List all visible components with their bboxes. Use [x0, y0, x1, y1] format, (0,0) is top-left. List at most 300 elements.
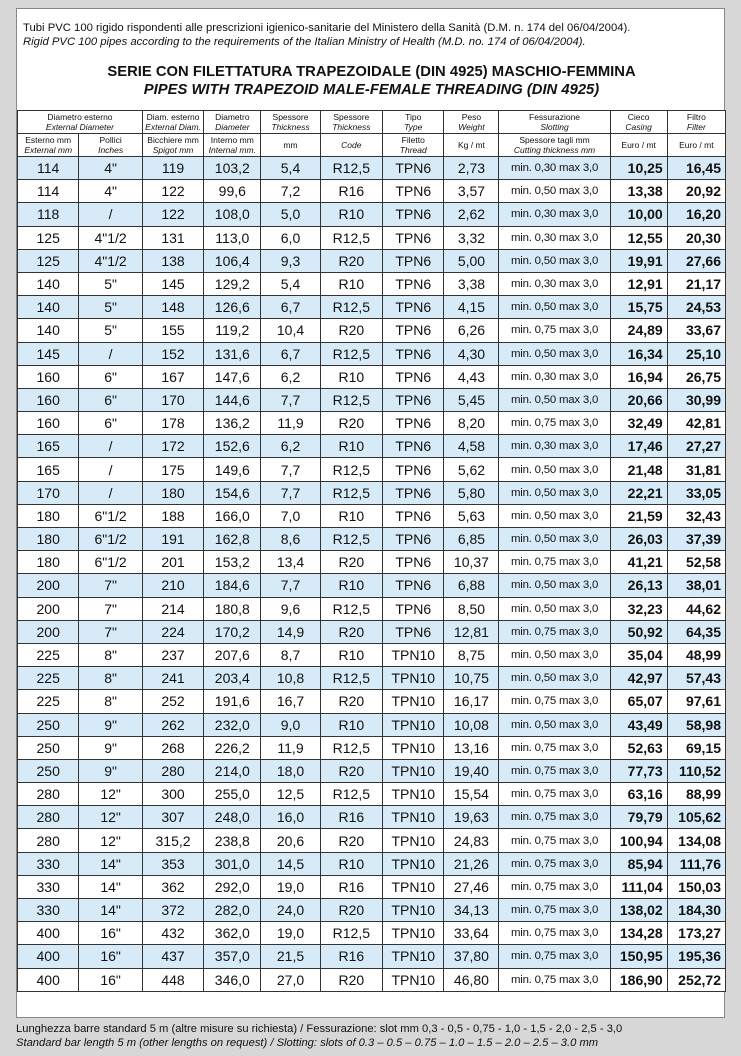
cell-spigot-mm: 178 [142, 412, 203, 435]
cell-inches: 6" [79, 388, 142, 411]
cell-code: R12,5 [320, 458, 382, 481]
cell-casing-price: 35,04 [610, 643, 667, 666]
cell-slotting: min. 0,50 max 3,0 [499, 713, 610, 736]
cell-code: R12,5 [320, 597, 382, 620]
cell-ext-diam-mm: 250 [18, 736, 79, 759]
cell-ext-diam-mm: 280 [18, 783, 79, 806]
table-row [18, 319, 726, 342]
cell-casing-price: 26,13 [610, 574, 667, 597]
cell-slotting: min. 0,75 max 3,0 [499, 922, 610, 945]
cell-spigot-mm: 210 [142, 574, 203, 597]
cell-code: R12,5 [320, 736, 382, 759]
cell-filter-price: 25,10 [667, 342, 725, 365]
table-row [18, 365, 726, 388]
cell-ext-diam-mm: 165 [18, 435, 79, 458]
cell-weight: 8,20 [444, 412, 499, 435]
cell-spigot-mm: 372 [142, 899, 203, 922]
cell-code: R10 [320, 365, 382, 388]
cell-slotting: min. 0,50 max 3,0 [499, 643, 610, 666]
table-row [18, 922, 726, 945]
cell-weight: 24,83 [444, 829, 499, 852]
table-row [18, 458, 726, 481]
cell-thread: TPN10 [383, 736, 444, 759]
cell-ext-diam-mm: 225 [18, 667, 79, 690]
cell-int-diam-mm: 162,8 [204, 528, 261, 551]
cell-code: R12,5 [320, 667, 382, 690]
cell-inches: / [79, 435, 142, 458]
table-row [18, 713, 726, 736]
cell-spigot-mm: 180 [142, 481, 203, 504]
cell-ext-diam-mm: 140 [18, 319, 79, 342]
table-row [18, 481, 726, 504]
cell-thread: TPN10 [383, 852, 444, 875]
cell-filter-price: 20,92 [667, 180, 725, 203]
cell-filter-price: 58,98 [667, 713, 725, 736]
cell-ext-diam-mm: 140 [18, 272, 79, 295]
cell-slotting: min. 0,75 max 3,0 [499, 412, 610, 435]
cell-code: R20 [320, 759, 382, 782]
cell-thread: TPN6 [383, 180, 444, 203]
cell-code: R10 [320, 272, 382, 295]
cell-inches: 4"1/2 [79, 249, 142, 272]
cell-code: R20 [320, 968, 382, 991]
cell-spigot-mm: 214 [142, 597, 203, 620]
cell-ext-diam-mm: 280 [18, 829, 79, 852]
cell-casing-price: 150,95 [610, 945, 667, 968]
cell-weight: 37,80 [444, 945, 499, 968]
cell-int-diam-mm: 346,0 [204, 968, 261, 991]
table-row [18, 667, 726, 690]
cell-spigot-mm: 252 [142, 690, 203, 713]
cell-spigot-mm: 448 [142, 968, 203, 991]
subheader-code: Code [320, 134, 382, 157]
cell-weight: 46,80 [444, 968, 499, 991]
cell-thread: TPN10 [383, 713, 444, 736]
cell-int-diam-mm: 113,0 [204, 226, 261, 249]
cell-slotting: min. 0,50 max 3,0 [499, 458, 610, 481]
cell-thread: TPN10 [383, 829, 444, 852]
cell-ext-diam-mm: 180 [18, 551, 79, 574]
cell-spigot-mm: 201 [142, 551, 203, 574]
cell-slotting: min. 0,75 max 3,0 [499, 620, 610, 643]
cell-int-diam-mm: 99,6 [204, 180, 261, 203]
cell-casing-price: 12,55 [610, 226, 667, 249]
cell-ext-diam-mm: 160 [18, 365, 79, 388]
cell-ext-diam-mm: 225 [18, 690, 79, 713]
subheader-kg: Kg / mt [444, 134, 499, 157]
cell-filter-price: 16,45 [667, 157, 725, 180]
cell-thread: TPN6 [383, 620, 444, 643]
cell-int-diam-mm: 147,6 [204, 365, 261, 388]
cell-ext-diam-mm: 180 [18, 528, 79, 551]
cell-code: R12,5 [320, 783, 382, 806]
cell-weight: 3,57 [444, 180, 499, 203]
cell-filter-price: 69,15 [667, 736, 725, 759]
cell-code: R16 [320, 875, 382, 898]
cell-weight: 34,13 [444, 899, 499, 922]
table-body [18, 157, 726, 992]
cell-slotting: min. 0,30 max 3,0 [499, 435, 610, 458]
cell-code: R20 [320, 412, 382, 435]
cell-slotting: min. 0,50 max 3,0 [499, 180, 610, 203]
cell-weight: 10,37 [444, 551, 499, 574]
cell-casing-price: 65,07 [610, 690, 667, 713]
cell-weight: 2,73 [444, 157, 499, 180]
cell-thickness-mm: 16,7 [261, 690, 320, 713]
cell-spigot-mm: 315,2 [142, 829, 203, 852]
title-italian: SERIE CON FILETTATURA TRAPEZOIDALE (DIN 4925) MASCHIO-FEMMINA [107, 64, 636, 80]
cell-inches: 6"1/2 [79, 551, 142, 574]
table-row [18, 899, 726, 922]
cell-int-diam-mm: 357,0 [204, 945, 261, 968]
cell-casing-price: 52,63 [610, 736, 667, 759]
cell-inches: 8" [79, 667, 142, 690]
cell-filter-price: 27,27 [667, 435, 725, 458]
cell-weight: 8,50 [444, 597, 499, 620]
cell-code: R10 [320, 643, 382, 666]
cell-thickness-mm: 6,7 [261, 342, 320, 365]
cell-int-diam-mm: 126,6 [204, 296, 261, 319]
cell-int-diam-mm: 131,6 [204, 342, 261, 365]
cell-spigot-mm: 268 [142, 736, 203, 759]
cell-code: R16 [320, 945, 382, 968]
cell-spigot-mm: 119 [142, 157, 203, 180]
cell-casing-price: 26,03 [610, 528, 667, 551]
table-row [18, 157, 726, 180]
cell-code: R20 [320, 899, 382, 922]
cell-thread: TPN6 [383, 203, 444, 226]
cell-inches: 5" [79, 319, 142, 342]
table-row [18, 551, 726, 574]
cell-slotting: min. 0,30 max 3,0 [499, 365, 610, 388]
cell-ext-diam-mm: 160 [18, 388, 79, 411]
cell-weight: 10,08 [444, 713, 499, 736]
header-int-diam: Diametro Diameter [204, 111, 261, 134]
cell-weight: 16,17 [444, 690, 499, 713]
header-thickness: Spessore Thickness [261, 111, 320, 134]
cell-weight: 8,75 [444, 643, 499, 666]
table-row [18, 852, 726, 875]
cell-weight: 5,45 [444, 388, 499, 411]
cell-thread: TPN6 [383, 388, 444, 411]
cell-thickness-mm: 7,7 [261, 388, 320, 411]
cell-int-diam-mm: 207,6 [204, 643, 261, 666]
cell-weight: 27,46 [444, 875, 499, 898]
cell-thickness-mm: 9,6 [261, 597, 320, 620]
cell-slotting: min. 0,50 max 3,0 [499, 667, 610, 690]
cell-inches: 7" [79, 574, 142, 597]
cell-filter-price: 150,03 [667, 875, 725, 898]
cell-slotting: min. 0,75 max 3,0 [499, 945, 610, 968]
cell-thread: TPN10 [383, 945, 444, 968]
cell-casing-price: 16,34 [610, 342, 667, 365]
cell-thickness-mm: 11,9 [261, 412, 320, 435]
cell-inches: 14" [79, 899, 142, 922]
header-casing: Cieco Casing [610, 111, 667, 134]
cell-ext-diam-mm: 400 [18, 922, 79, 945]
cell-ext-diam-mm: 200 [18, 574, 79, 597]
cell-code: R20 [320, 319, 382, 342]
cell-filter-price: 24,53 [667, 296, 725, 319]
cell-int-diam-mm: 301,0 [204, 852, 261, 875]
cell-int-diam-mm: 362,0 [204, 922, 261, 945]
cell-int-diam-mm: 184,6 [204, 574, 261, 597]
cell-casing-price: 186,90 [610, 968, 667, 991]
cell-ext-diam-mm: 118 [18, 203, 79, 226]
cell-thread: TPN10 [383, 899, 444, 922]
header-filter: Filtro Filter [667, 111, 725, 134]
cell-ext-diam-mm: 400 [18, 968, 79, 991]
cell-int-diam-mm: 232,0 [204, 713, 261, 736]
cell-filter-price: 97,61 [667, 690, 725, 713]
cell-ext-diam-mm: 125 [18, 226, 79, 249]
subheader-ext-mm: Esterno mm External mm [18, 134, 79, 157]
cell-thread: TPN10 [383, 690, 444, 713]
cell-thread: TPN10 [383, 875, 444, 898]
title-english: PIPES WITH TRAPEZOID MALE-FEMALE THREADING (DIN 4925) [143, 82, 600, 98]
cell-int-diam-mm: 292,0 [204, 875, 261, 898]
cell-slotting: min. 0,75 max 3,0 [499, 852, 610, 875]
cell-thread: TPN6 [383, 296, 444, 319]
cell-casing-price: 19,91 [610, 249, 667, 272]
table-row [18, 643, 726, 666]
table-row [18, 968, 726, 991]
cell-spigot-mm: 188 [142, 504, 203, 527]
cell-thickness-mm: 6,7 [261, 296, 320, 319]
cell-thickness-mm: 16,0 [261, 806, 320, 829]
cell-spigot-mm: 170 [142, 388, 203, 411]
cell-code: R12,5 [320, 922, 382, 945]
cell-spigot-mm: 172 [142, 435, 203, 458]
cell-slotting: min. 0,75 max 3,0 [499, 968, 610, 991]
cell-int-diam-mm: 238,8 [204, 829, 261, 852]
cell-inches: 4" [79, 180, 142, 203]
cell-code: R10 [320, 435, 382, 458]
cell-weight: 4,15 [444, 296, 499, 319]
cell-inches: / [79, 481, 142, 504]
cell-casing-price: 20,66 [610, 388, 667, 411]
cell-int-diam-mm: 144,6 [204, 388, 261, 411]
table-row [18, 806, 726, 829]
cell-casing-price: 16,94 [610, 365, 667, 388]
cell-spigot-mm: 122 [142, 180, 203, 203]
cell-slotting: min. 0,50 max 3,0 [499, 249, 610, 272]
cell-thread: TPN10 [383, 806, 444, 829]
cell-spigot-mm: 300 [142, 783, 203, 806]
cell-thickness-mm: 24,0 [261, 899, 320, 922]
cell-ext-diam-mm: 330 [18, 899, 79, 922]
cell-spigot-mm: 432 [142, 922, 203, 945]
cell-int-diam-mm: 108,0 [204, 203, 261, 226]
cell-thickness-mm: 8,6 [261, 528, 320, 551]
table-row [18, 504, 726, 527]
cell-filter-price: 16,20 [667, 203, 725, 226]
cell-inches: / [79, 458, 142, 481]
cell-filter-price: 88,99 [667, 783, 725, 806]
cell-code: R12,5 [320, 296, 382, 319]
cell-thickness-mm: 9,0 [261, 713, 320, 736]
subheader-mm: mm [261, 134, 320, 157]
cell-filter-price: 111,76 [667, 852, 725, 875]
cell-code: R12,5 [320, 528, 382, 551]
cell-weight: 5,62 [444, 458, 499, 481]
cell-casing-price: 85,94 [610, 852, 667, 875]
cell-int-diam-mm: 166,0 [204, 504, 261, 527]
cell-spigot-mm: 241 [142, 667, 203, 690]
cell-ext-diam-mm: 180 [18, 504, 79, 527]
cell-filter-price: 32,43 [667, 504, 725, 527]
cell-spigot-mm: 145 [142, 272, 203, 295]
cell-code: R10 [320, 574, 382, 597]
cell-filter-price: 37,39 [667, 528, 725, 551]
cell-casing-price: 134,28 [610, 922, 667, 945]
cell-thread: TPN6 [383, 481, 444, 504]
cell-inches: / [79, 342, 142, 365]
cell-thread: TPN6 [383, 574, 444, 597]
cell-weight: 4,30 [444, 342, 499, 365]
cell-code: R12,5 [320, 481, 382, 504]
cell-weight: 15,54 [444, 783, 499, 806]
cell-ext-diam-mm: 400 [18, 945, 79, 968]
cell-int-diam-mm: 248,0 [204, 806, 261, 829]
cell-casing-price: 41,21 [610, 551, 667, 574]
cell-code: R12,5 [320, 342, 382, 365]
cell-thread: TPN10 [383, 759, 444, 782]
cell-thread: TPN6 [383, 342, 444, 365]
cell-thickness-mm: 13,4 [261, 551, 320, 574]
cell-filter-price: 52,58 [667, 551, 725, 574]
cell-slotting: min. 0,30 max 3,0 [499, 203, 610, 226]
subheader-thread: Filetto Thread [383, 134, 444, 157]
cell-ext-diam-mm: 165 [18, 458, 79, 481]
cell-casing-price: 21,48 [610, 458, 667, 481]
cell-thickness-mm: 7,2 [261, 180, 320, 203]
cell-weight: 12,81 [444, 620, 499, 643]
cell-slotting: min. 0,75 max 3,0 [499, 899, 610, 922]
cell-ext-diam-mm: 250 [18, 713, 79, 736]
cell-thickness-mm: 5,0 [261, 203, 320, 226]
cell-int-diam-mm: 103,2 [204, 157, 261, 180]
cell-inches: 7" [79, 620, 142, 643]
cell-slotting: min. 0,50 max 3,0 [499, 504, 610, 527]
cell-casing-price: 138,02 [610, 899, 667, 922]
cell-inches: 9" [79, 713, 142, 736]
cell-casing-price: 63,16 [610, 783, 667, 806]
cell-ext-diam-mm: 330 [18, 875, 79, 898]
subheader-internal: Interno mm Internal mm. [204, 134, 261, 157]
table-row [18, 412, 726, 435]
cell-code: R20 [320, 249, 382, 272]
cell-int-diam-mm: 282,0 [204, 899, 261, 922]
cell-filter-price: 26,75 [667, 365, 725, 388]
cell-spigot-mm: 362 [142, 875, 203, 898]
cell-casing-price: 32,49 [610, 412, 667, 435]
cell-spigot-mm: 224 [142, 620, 203, 643]
cell-thickness-mm: 10,4 [261, 319, 320, 342]
cell-spigot-mm: 307 [142, 806, 203, 829]
cell-thread: TPN6 [383, 597, 444, 620]
cell-thread: TPN10 [383, 667, 444, 690]
cell-thickness-mm: 7,7 [261, 458, 320, 481]
cell-inches: 14" [79, 875, 142, 898]
pipe-spec-table [17, 110, 726, 992]
cell-weight: 3,32 [444, 226, 499, 249]
cell-ext-diam-mm: 170 [18, 481, 79, 504]
cell-casing-price: 43,49 [610, 713, 667, 736]
cell-thickness-mm: 20,6 [261, 829, 320, 852]
cell-slotting: min. 0,50 max 3,0 [499, 388, 610, 411]
cell-thickness-mm: 12,5 [261, 783, 320, 806]
cell-spigot-mm: 131 [142, 226, 203, 249]
cell-casing-price: 10,25 [610, 157, 667, 180]
cell-filter-price: 48,99 [667, 643, 725, 666]
cell-filter-price: 27,66 [667, 249, 725, 272]
cell-code: R12,5 [320, 226, 382, 249]
cell-weight: 6,26 [444, 319, 499, 342]
table-row [18, 736, 726, 759]
cell-int-diam-mm: 226,2 [204, 736, 261, 759]
cell-weight: 5,00 [444, 249, 499, 272]
cell-ext-diam-mm: 200 [18, 620, 79, 643]
cell-slotting: min. 0,75 max 3,0 [499, 690, 610, 713]
cell-weight: 2,62 [444, 203, 499, 226]
cell-filter-price: 134,08 [667, 829, 725, 852]
table-row [18, 342, 726, 365]
cell-casing-price: 15,75 [610, 296, 667, 319]
cell-filter-price: 184,30 [667, 899, 725, 922]
cell-filter-price: 105,62 [667, 806, 725, 829]
cell-thickness-mm: 27,0 [261, 968, 320, 991]
cell-inches: 9" [79, 736, 142, 759]
cell-thickness-mm: 19,0 [261, 922, 320, 945]
cell-int-diam-mm: 119,2 [204, 319, 261, 342]
cell-inches: 12" [79, 783, 142, 806]
cell-code: R10 [320, 713, 382, 736]
cell-int-diam-mm: 149,6 [204, 458, 261, 481]
cell-int-diam-mm: 106,4 [204, 249, 261, 272]
cell-inches: 12" [79, 829, 142, 852]
cell-thread: TPN6 [383, 226, 444, 249]
cell-ext-diam-mm: 114 [18, 157, 79, 180]
cell-weight: 13,16 [444, 736, 499, 759]
cell-thread: TPN6 [383, 157, 444, 180]
cell-spigot-mm: 167 [142, 365, 203, 388]
header-ext-diam: Diametro esterno External Diameter [18, 111, 143, 134]
cell-filter-price: 20,30 [667, 226, 725, 249]
table-row [18, 272, 726, 295]
cell-casing-price: 12,91 [610, 272, 667, 295]
cell-code: R10 [320, 203, 382, 226]
cell-thread: TPN10 [383, 643, 444, 666]
table-row [18, 783, 726, 806]
intro-italian: Tubi PVC 100 rigido rispondenti alle prescrizioni igienico-sanitarie del Ministero della Sanità (D.M. n. 174 del 06/04/2004). [23, 22, 631, 34]
header-code: Spessore Thickness [320, 111, 382, 134]
cell-thread: TPN6 [383, 458, 444, 481]
cell-weight: 33,64 [444, 922, 499, 945]
cell-weight: 3,38 [444, 272, 499, 295]
cell-code: R20 [320, 829, 382, 852]
cell-weight: 19,63 [444, 806, 499, 829]
cell-spigot-mm: 262 [142, 713, 203, 736]
cell-code: R10 [320, 504, 382, 527]
cell-int-diam-mm: 154,6 [204, 481, 261, 504]
cell-filter-price: 42,81 [667, 412, 725, 435]
cell-spigot-mm: 152 [142, 342, 203, 365]
cell-spigot-mm: 138 [142, 249, 203, 272]
cell-slotting: min. 0,50 max 3,0 [499, 597, 610, 620]
cell-slotting: min. 0,30 max 3,0 [499, 157, 610, 180]
cell-code: R20 [320, 551, 382, 574]
